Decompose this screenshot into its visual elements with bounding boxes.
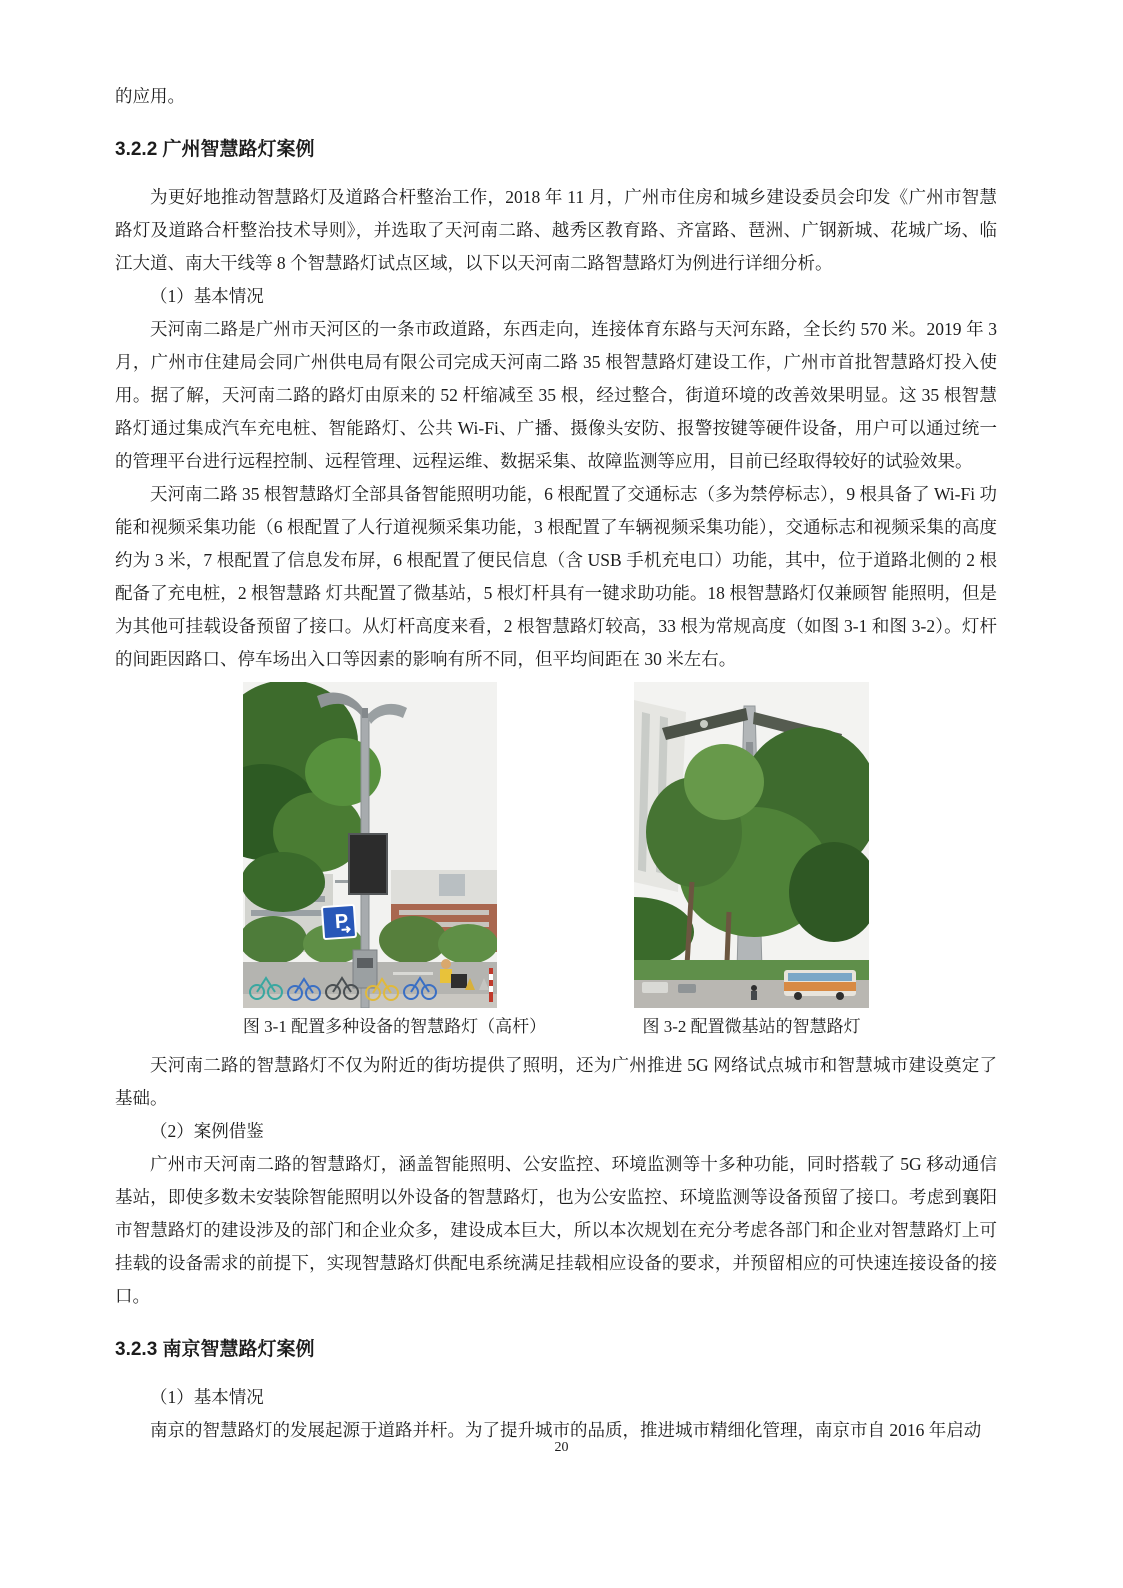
list-label-case-reference: （2）案例借鉴 (150, 1121, 264, 1141)
figures-row (115, 682, 997, 1043)
paragraph-guangzhou-intro: 为更好地推动智慧路灯及道路合杆整治工作，2018 年 11 月，广州市住房和城乡建设委员会印发《广州市智慧路灯及道路合杆整治技术导则》，并选取了天河南二路、越秀区教育路、齐富路、琶洲、广钢新城、花城广场、临江大道、南大干线等 8 个智慧路灯试点区域，以下以天河南二路智慧路灯为例进行详细分析。 (115, 187, 997, 273)
photo-smart-lamp-high-pole (243, 682, 497, 1008)
figure-3-2-caption: 图 3-2 配置微基站的智慧路灯 (642, 1017, 861, 1036)
paragraph-continued-from-previous-page: 的应用。 (115, 86, 185, 106)
page-number: 20 (554, 1440, 569, 1455)
page-content (115, 80, 997, 1447)
paragraph-lighting-and-5g: 天河南二路的智慧路灯不仅为附近的街坊提供了照明，还为广州推进 5G 网络试点城市和智慧城市建设奠定了基础。 (115, 1055, 997, 1108)
list-label-basic-situation-2: （1）基本情况 (150, 1387, 264, 1407)
figure-3-2 (634, 682, 869, 1043)
striped-bollard (489, 968, 493, 1002)
paragraph-case-lessons: 广州市天河南二路的智慧路灯，涵盖智能照明、公安监控、环境监测等十多种功能，同时搭载了 5G 移动通信基站，即使多数未安装除智能照明以外设备的智慧路灯，也为公安监控、环境监测等设备预留了接口。考虑到襄阳市智慧路灯的建设涉及的部门和企业众多，建设成本巨大，所以本次规划在充分考虑各部门和企业对智慧路灯上可挂载的设备需求的前提下，实现智慧路灯供配电系统满足挂载相应设备的要求，并预留相应的可快速连接设备的接口。 (115, 1154, 997, 1306)
parking-sign (322, 905, 356, 939)
section-heading-3-2-3: 3.2.3 南京智慧路灯案例 (115, 1339, 315, 1360)
paragraph-tianhe-road-overview: 天河南二路是广州市天河区的一条市政道路，东西走向，连接体育东路与天河东路，全长约 570 米。2019 年 3 月，广州市住建局会同广州供电局有限公司完成天河南二路 35 根智慧路灯建设工作，广州市首批智慧路灯投入使用。据了解，天河南二路的路灯由原来的 52 杆缩减至 35 根，经过整合，街道环境的改善效果明显。这 35 根智慧路灯通过集成汽车充电桩、智能路灯、公共 Wi-Fi、广播、摄像头安防、报警按键等硬件设备，用户可以通过统一的管理平台进行远程控制、远程管理、远程运维、数据采集、故障监测等应用，目前已经取得较好的试验效果。 (115, 319, 997, 471)
figure-3-1-caption: 图 3-1 配置多种设备的智慧路灯（高杆） (242, 1017, 547, 1036)
bus (784, 970, 856, 1000)
paragraph-nanjing-intro: 南京的智慧路灯的发展起源于道路并杆。为了提升城市的品质，推进城市精细化管理，南京市自 2016 年启动 (150, 1420, 982, 1440)
svg-text:P: P (334, 910, 349, 934)
figure-3-1 (243, 682, 546, 1043)
led-display-screen (349, 834, 387, 894)
section-heading-3-2-2: 3.2.2 广州智慧路灯案例 (115, 139, 315, 160)
base-cabinet (353, 950, 377, 988)
paragraph-lamp-configuration-details: 天河南二路 35 根智慧路灯全部具备智能照明功能，6 根配置了交通标志（多为禁停标志），9 根具备了 Wi-Fi 功能和视频采集功能（6 根配置了人行道视频采集功能，3 根配置了车辆视频采集功能），交通标志和视频采集的高度约为 3 米，7 根配置了信息发布屏，6 根配置了便民信息（含 USB 手机充电口）功能，其中，位于道路北侧的 2 根配备了充电桩，2 根智慧路 灯共配置了微基站，5 根灯杆具有一键求助功能。18 根智慧路灯仅兼顾智 能照明，但是为其他可挂载设备预留了接口。从灯杆高度来看，2 根智慧路灯较高，33 根为常规高度（如图 3-1 和图 3-2）。灯杆的间距因路口、停车场出入口等因素的影响有所不同，但平均间距在 30 米左右。 (115, 484, 997, 669)
list-label-basic-situation-1: （1）基本情况 (150, 286, 264, 306)
photo-smart-lamp-micro-base-station (634, 682, 869, 1008)
